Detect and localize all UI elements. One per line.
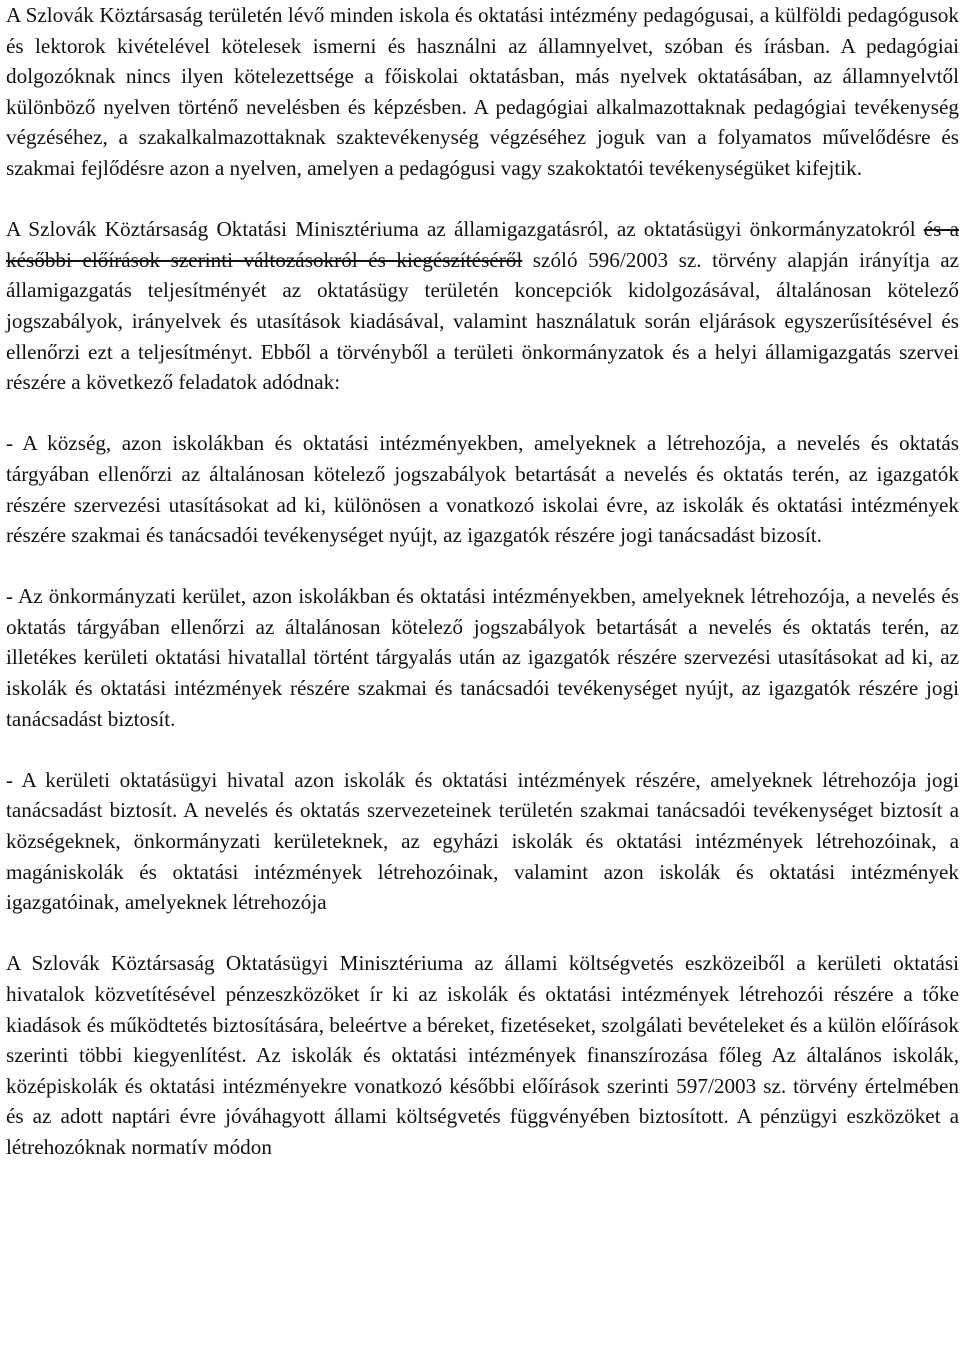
paragraph-financing: A Szlovák Köztársaság Oktatásügyi Minisztériuma az állami költségvetés eszközeiből a kerületi oktatási hivatalok közvetítésével pénzeszközöket ír ki az iskolák és oktatási intézmények létrehozói részére a tőke kiadások és működtetés biztosítására, beleértve a béreket, fizetéseket, szolgálati bevételeket és a külön előírások szerinti többi kiegyenlítést. Az iskolák és oktatási intézmények finanszírozása főleg Az általános iskolák, középiskolák és oktatási intézményekre vonatkozó későbbi előírások szerinti 597/2003 sz. törvény értelmében és az adott naptári évre jóváhagyott állami költségvetés függvényében biztosított. A pénzügyi eszközöket a létrehozóknak normatív módon [6, 951, 959, 1159]
paragraph-ministry-text-after: szóló 596/2003 sz. törvény alapján irányítja az államigazgatás teljesítményét az oktatásügy területén koncepciók kidolgozásával, általánosan kötelező jogszabályok, irányelvek és utasítások kiadásával, valamint használatuk során eljárások egyszerűsítésével és ellenőrzi ezt a teljesítményt. Ebből a törvényből a területi önkormányzatok és a helyi államigazgatás szervei részére a következő feladatok adódnak: [6, 247, 960, 395]
paragraph-ministry-text-before: A Szlovák Köztársaság Oktatási Minisztériuma az államigazgatásról, az oktatásügyi önkormányzatokról [6, 217, 924, 242]
paragraph-ministry-governance [6, 214, 959, 398]
strikethrough-deleted-text: és a későbbi előírások szerinti változásokról és kiegészítéséről [6, 217, 959, 272]
document-page [6, 0, 959, 1163]
paragraph-state-language-obligation: A Szlovák Köztársaság területén lévő minden iskola és oktatási intézmény pedagógusai, a külföldi pedagógusok és lektorok kivételével kötelesek ismerni és használni az államnyelvet, szóban és írásban. A pedagógiai dolgozóknak nincs ilyen kötelezettsége a főiskolai oktatásban, más nyelvek oktatásában, az államnyelvtől különböző nyelven történő nevelésben és képzésben. A pedagógiai alkalmazottaknak pedagógiai tevékenység végzéséhez, a szakalkalmazottaknak szaktevékenység végzéséhez joguk van a folyamatos művelődésre és szakmai fejlődésre azon a nyelven, amelyen a pedagógusi vagy szakoktatói tevékenységüket kifejtik. [6, 3, 959, 180]
list-item-municipality: - A község, azon iskolákban és oktatási intézményekben, amelyeknek a létrehozója, a nevelés és oktatás tárgyában ellenőrzi az általánosan kötelező jogszabályok betartását a nevelés és oktatás terén, az igazgatók részére szervezési utasításokat ad ki, különösen a vonatkozó iskolai évre, az iskolák és oktatási intézmények részére szakmai és tanácsadói tevékenységet nyújt, az igazgatók részére jogi tanácsadást bizosít. [6, 431, 959, 548]
list-item-regional-government: - Az önkormányzati kerület, azon iskolákban és oktatási intézményekben, amelyeknek létrehozója, a nevelés és oktatás tárgyában ellenőrzi az általánosan kötelező jogszabályok betartását a nevelés és oktatás terén, az illetékes kerületi oktatási hivatallal történt tárgyalás után az igazgatók részére szervezési utasításokat ad ki, az iskolák és oktatási intézmények részére szakmai és tanácsadói tevékenységet nyújt, az igazgatók részére jogi tanácsadást biztosít. [6, 584, 959, 731]
list-item-district-education-office: - A kerületi oktatásügyi hivatal azon iskolák és oktatási intézmények részére, amelyeknek létrehozója jogi tanácsadást biztosít. A nevelés és oktatás szervezeteinek területén szakmai tanácsadói tevékenységet biztosít a községeknek, önkormányzati kerületeknek, az egyházi iskolák és oktatási intézmények létrehozóinak, a magániskolák és oktatási intézmények létrehozóinak, valamint azon iskolák és oktatási intézmények igazgatóinak, amelyeknek létrehozója [6, 767, 959, 915]
